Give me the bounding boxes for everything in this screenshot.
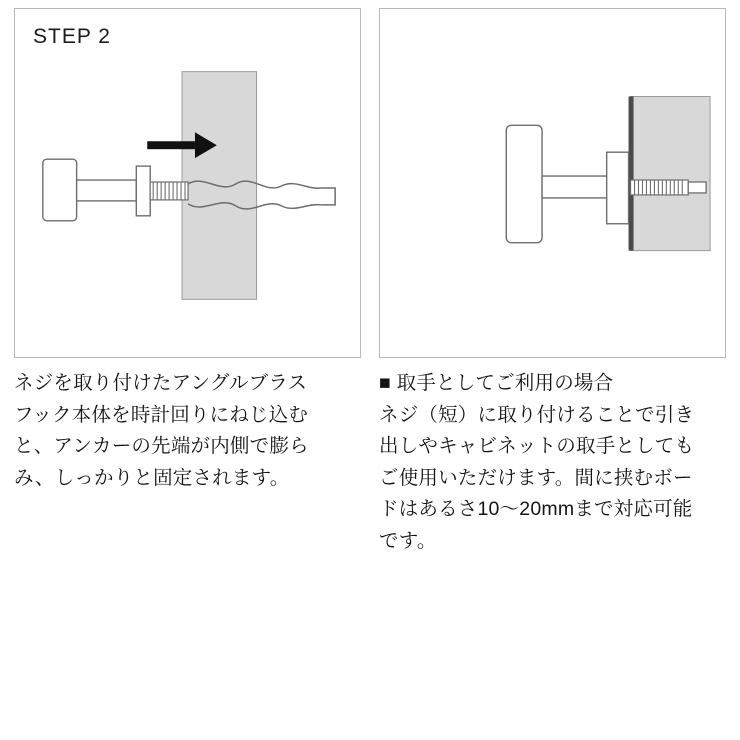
handle-through-board-illustration: [380, 9, 725, 357]
caption-line: と、アンカーの先端が内側で膨ら: [14, 435, 309, 458]
diagram-panels: [14, 8, 726, 358]
caption-heading: ■ 取手としてご利用の場合: [379, 372, 614, 394]
handle-knob: [506, 125, 542, 242]
hook-shaft: [77, 180, 137, 201]
caption-line: 出しやキャビネットの取手としても: [379, 435, 695, 458]
hook-knob: [43, 159, 77, 221]
hook-flange: [136, 166, 150, 216]
right-diagram-panel: [379, 8, 726, 358]
step-label: STEP 2: [33, 25, 111, 48]
board-front-edge: [629, 97, 634, 251]
screw-tip: [688, 182, 706, 193]
caption-line: ご使用いただけます。間に挟むボー: [379, 466, 693, 489]
caption-line: フック本体を時計回りにねじ込む: [14, 403, 309, 426]
caption-line: ネジを取り付けたアングルブラス: [14, 372, 308, 394]
left-diagram-panel: [14, 8, 361, 358]
screw-into-wall-illustration: [15, 9, 360, 357]
handle-shaft: [542, 176, 609, 198]
caption-line: です。: [379, 529, 437, 552]
right-caption: [379, 368, 726, 557]
screw-body: [631, 180, 689, 195]
caption-line: ドはあるさ10〜20mmまで対応可能: [379, 498, 693, 521]
left-caption: [14, 368, 361, 557]
caption-line: ネジ（短）に取り付けることで引き: [379, 403, 695, 426]
caption-line: み、しっかりと固定されます。: [14, 466, 290, 489]
anchor-tip: [321, 188, 335, 205]
handle-flange: [607, 152, 629, 224]
caption-row: [14, 368, 726, 557]
board-block: [631, 97, 711, 251]
